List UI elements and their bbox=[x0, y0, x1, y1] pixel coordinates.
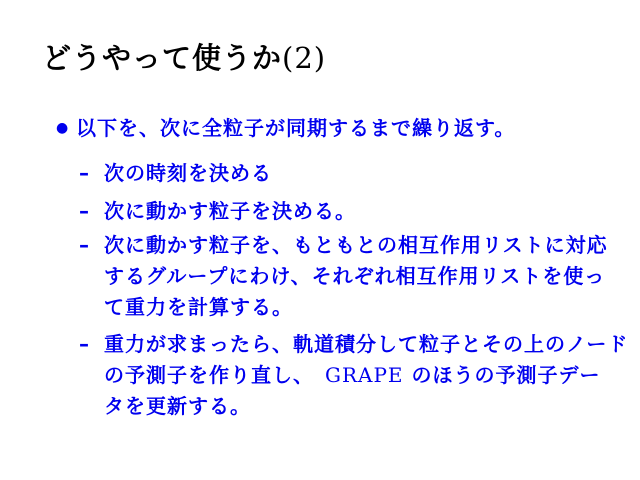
dash-marker-icon: – bbox=[79, 161, 89, 185]
sub-item-4-line-2 bbox=[104, 363, 601, 387]
sub-item-4-line-2-post: のほうの予測子デー bbox=[403, 363, 601, 387]
sub-item-2-text: 次に動かす粒子を決める。 bbox=[104, 199, 356, 223]
page-title-number: (2) bbox=[282, 41, 327, 75]
sub-item-4-line-3: タを更新する。 bbox=[104, 394, 251, 418]
page-title bbox=[42, 40, 326, 76]
bullet-marker-icon: ● bbox=[56, 120, 69, 136]
dash-marker-icon: – bbox=[79, 233, 89, 257]
sub-item-3-line-1: 次に動かす粒子を、もともとの相互作用リストに対応 bbox=[104, 233, 608, 257]
sub-item-3-line-2: するグループにわけ、それぞれ相互作用リストを使っ bbox=[104, 264, 606, 288]
sub-item-4-line-1: 重力が求まったら、軌道積分して粒子とその上のノード bbox=[104, 332, 629, 356]
dash-marker-icon: – bbox=[79, 332, 89, 356]
dash-marker-icon: – bbox=[79, 199, 89, 223]
bullet-item-text: 以下を、次に全粒子が同期するまで繰り返す。 bbox=[76, 116, 516, 140]
sub-item-3-line-3: て重力を計算する。 bbox=[104, 295, 293, 319]
page-title-japanese: どうやって使うか bbox=[42, 41, 283, 75]
sub-item-1-text: 次の時刻を決める bbox=[104, 161, 272, 185]
grape-label: GRAPE bbox=[325, 363, 404, 387]
sub-item-4-line-2-pre: の予測子を作り直し、 bbox=[104, 363, 325, 387]
